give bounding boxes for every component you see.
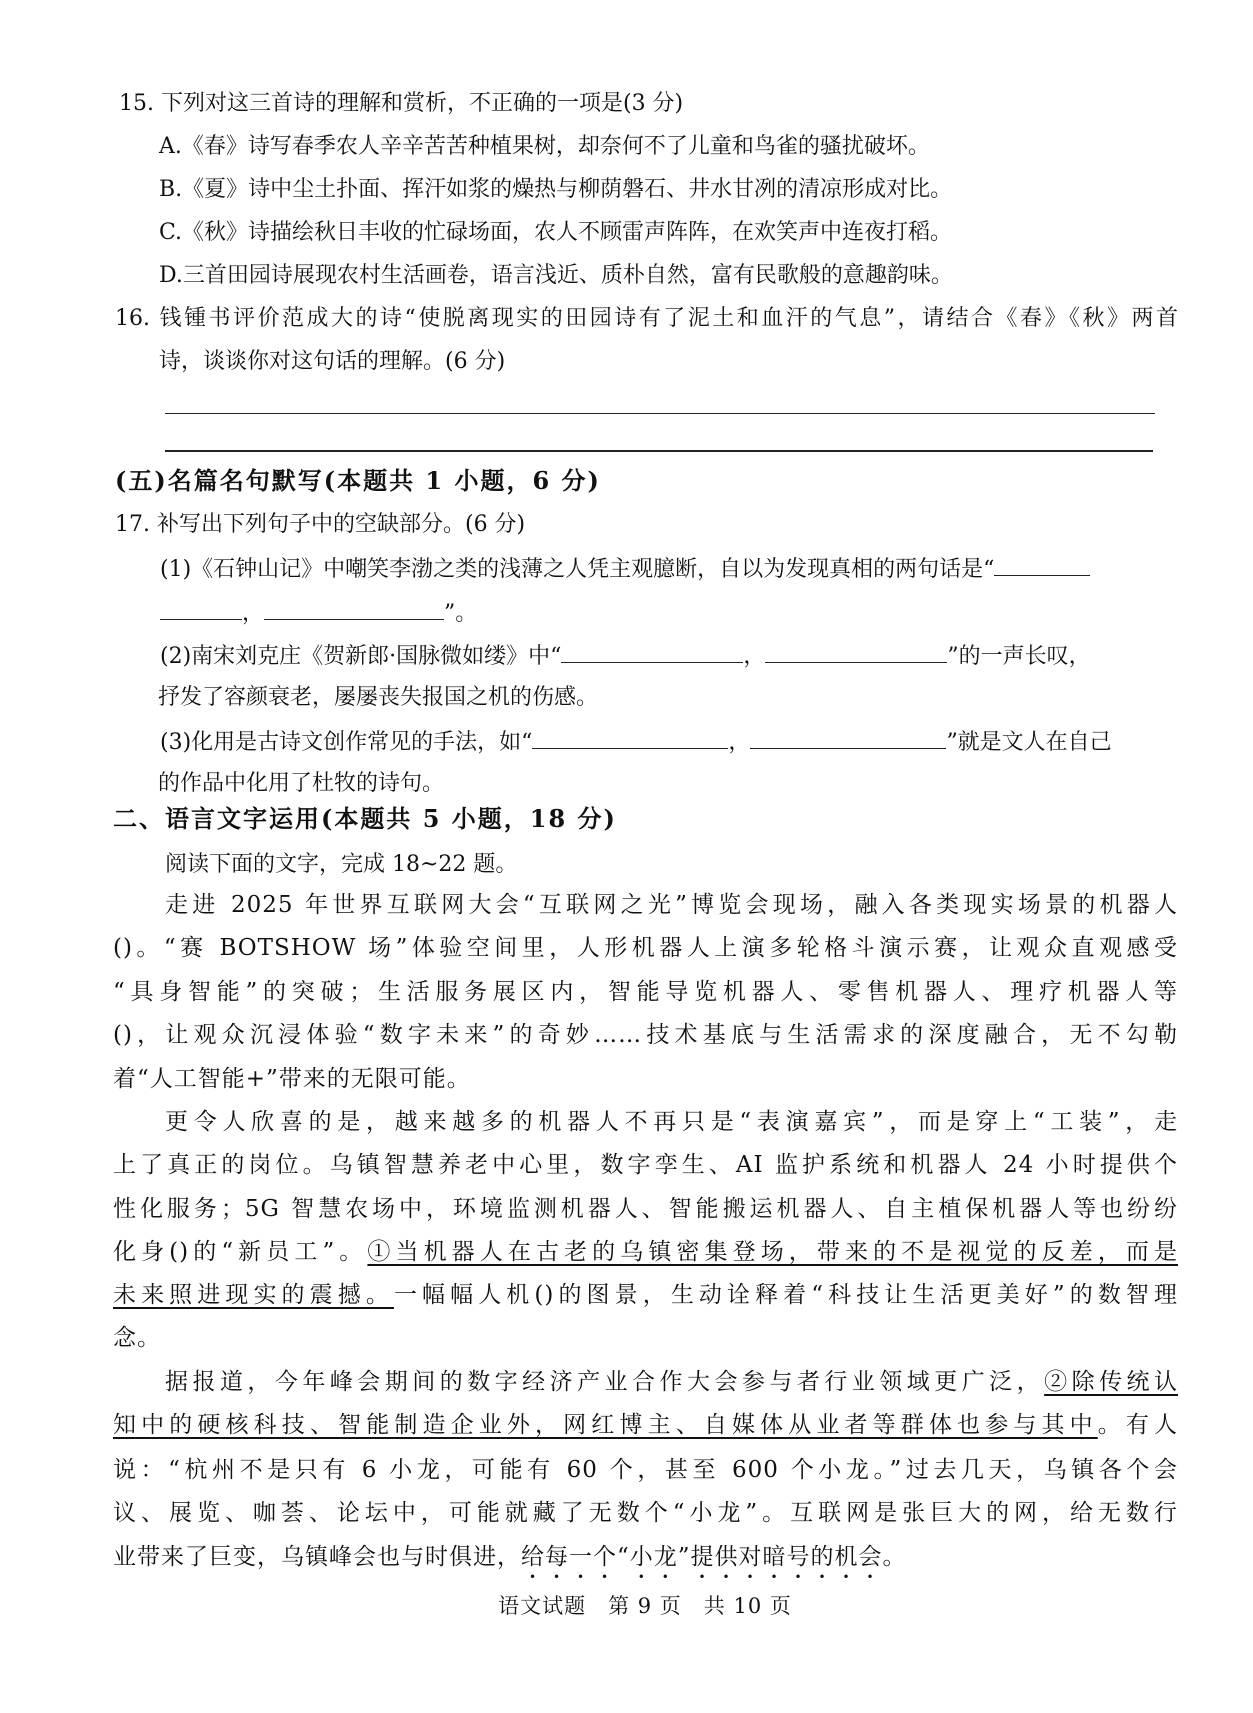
passage-line: [113, 1542, 907, 1580]
item-3: [160, 726, 1112, 758]
item-3-text: (3)化用是古诗文创作常见的手法，如“: [160, 730, 533, 755]
comma: ，: [743, 644, 766, 669]
item-2: [160, 640, 1091, 672]
option-b: B.《夏》诗中尘土扑面、挥汗如浆的燥热与柳荫磐石、井水甘冽的清凉形成对比。: [159, 177, 953, 202]
item-1-text: (1)《石钟山记》中嘲笑李渤之类的浅薄之人凭主观臆断，自以为发现真相的两句话是“: [160, 557, 995, 582]
passage-line: ()。“赛 BOTSHOW 场”体验空间里，人形机器人上演多轮格斗演示赛，让观众直观感受: [113, 935, 1178, 961]
fill-blank: [994, 553, 1090, 576]
passage-text: 业带来了巨变，乌镇峰会也与时俱进，: [113, 1544, 521, 1570]
reading-intro: 阅读下面的文字，完成 18~22 题。: [165, 852, 518, 877]
passage-line: 议、展览、咖荟、论坛中，可能就藏了无数个“小龙”。互联网是张巨大的网，给无数行: [113, 1500, 1178, 1526]
fill-blank: [561, 640, 743, 663]
passage-line: [113, 1237, 1178, 1267]
passage-line: 更令人欣喜的是，越来越多的机器人不再只是“表演嘉宾”，而是穿上“工装”，走: [165, 1109, 1178, 1135]
fill-blank: [264, 597, 444, 620]
underlined-sentence-1-cont: 未来照进现实的震撼。: [113, 1282, 394, 1308]
passage-line: 着“人工智能+”带来的无限可能。: [113, 1066, 471, 1092]
passage-text: 化身()的“新员工”。: [113, 1239, 368, 1265]
question-16-stem-cont: 诗，谈谈你对这句话的理解。(6 分): [159, 349, 506, 374]
fill-blank: [160, 597, 242, 620]
fill-blank: [765, 640, 947, 663]
item-2-text-end: ”的一声长叹，: [947, 644, 1091, 669]
passage-line: 性化服务；5G 智慧农场中，环境监测机器人、智能搬运机器人、自主植保机器人等也纷纷: [113, 1196, 1178, 1222]
item-3-cont: 的作品中化用了杜牧的诗句。: [158, 771, 445, 796]
question-17-stem: 17. 补写出下列句子中的空缺部分。(6 分): [115, 512, 526, 537]
comma: ，: [728, 730, 751, 755]
underlined-sentence-1: ①当机器人在古老的乌镇密集登场，带来的不是视觉的反差，而是: [367, 1239, 1178, 1265]
underlined-sentence-2-cont: 知中的硬核科技、智能制造企业外，网红博主、自媒体从业者等群体也参与其中: [113, 1412, 1098, 1438]
item-1: [160, 553, 1090, 585]
section-heading-2: 二、语言文字运用(本题共 5 小题，18 分): [113, 804, 617, 833]
comma: ，: [242, 601, 265, 626]
item-2-cont: 抒发了容颜衰老，屡屡丧失报国之机的伤感。: [158, 685, 599, 710]
passage-line: 上了真正的岗位。乌镇智慧养老中心里，数字孪生、AI 监护系统和机器人 24 小时提供个: [113, 1152, 1178, 1178]
emphasized-phrase: 给每一个“小龙”提供对暗号的机会: [521, 1544, 883, 1570]
passage-line: [165, 1367, 1178, 1397]
passage-line: [113, 1410, 1178, 1440]
fill-blank: [532, 726, 728, 749]
item-1-cont: [160, 597, 477, 629]
answer-line: [165, 413, 1155, 414]
passage-line: [113, 1280, 1178, 1310]
passage-line: 念。: [113, 1325, 161, 1351]
underlined-sentence-2: ②除传统认: [1044, 1369, 1178, 1395]
passage-text: 一幅幅人机()的图景，生动诠释着“科技让生活更美好”的数智理: [393, 1282, 1178, 1308]
option-c: C.《秋》诗描绘秋日丰收的忙碌场面，农人不顾雷声阵阵，在欢笑声中连夜打稻。: [159, 220, 953, 245]
passage-text: 据报道，今年峰会期间的数字经济产业合作大会参与者行业领域更广泛，: [165, 1369, 1045, 1395]
passage-line: 走进 2025 年世界互联网大会“互联网之光”博览会现场，融入各类现实场景的机器人: [165, 892, 1178, 918]
passage-text: 。有人: [1097, 1412, 1178, 1438]
option-a: A.《春》诗写春季农人辛辛苦苦种植果树，却奈何不了儿童和鸟雀的骚扰破坏。: [159, 134, 930, 159]
question-15-stem: 15. 下列对这三首诗的理解和赏析，不正确的一项是(3 分): [119, 91, 684, 116]
question-16-stem: 16. 钱锺书评价范成大的诗“使脱离现实的田园诗有了泥土和血汗的气息”，请结合《春》《秋》两首: [115, 306, 1178, 331]
item-2-text: (2)南宋刘克庄《贺新郎·国脉微如缕》中“: [160, 644, 562, 669]
answer-line: [165, 450, 1153, 452]
item-3-text-end: ”就是文人在自己: [946, 730, 1112, 755]
page-footer: 语文试题 第 9 页 共 10 页: [498, 1594, 792, 1618]
option-d: D.三首田园诗展现农村生活画卷，语言浅近、质朴自然，富有民歌般的意趣韵味。: [159, 263, 953, 288]
section-heading-5: (五)名篇名句默写(本题共 1 小题，6 分): [115, 466, 601, 495]
passage-line: ()，让观众沉浸体验“数字未来”的奇妙……技术基底与生活需求的深度融合，无不勾勒: [113, 1022, 1178, 1048]
passage-line: 说：“杭州不是只有 6 小龙，可能有 60 个，甚至 600 个小龙。”过去几天，乌镇各个会: [113, 1457, 1178, 1483]
quote-end: ”。: [444, 601, 478, 626]
passage-line: “具身智能”的突破；生活服务展区内，智能导览机器人、零售机器人、理疗机器人等: [113, 979, 1178, 1005]
fill-blank: [750, 726, 946, 749]
passage-text: 。: [882, 1544, 907, 1570]
